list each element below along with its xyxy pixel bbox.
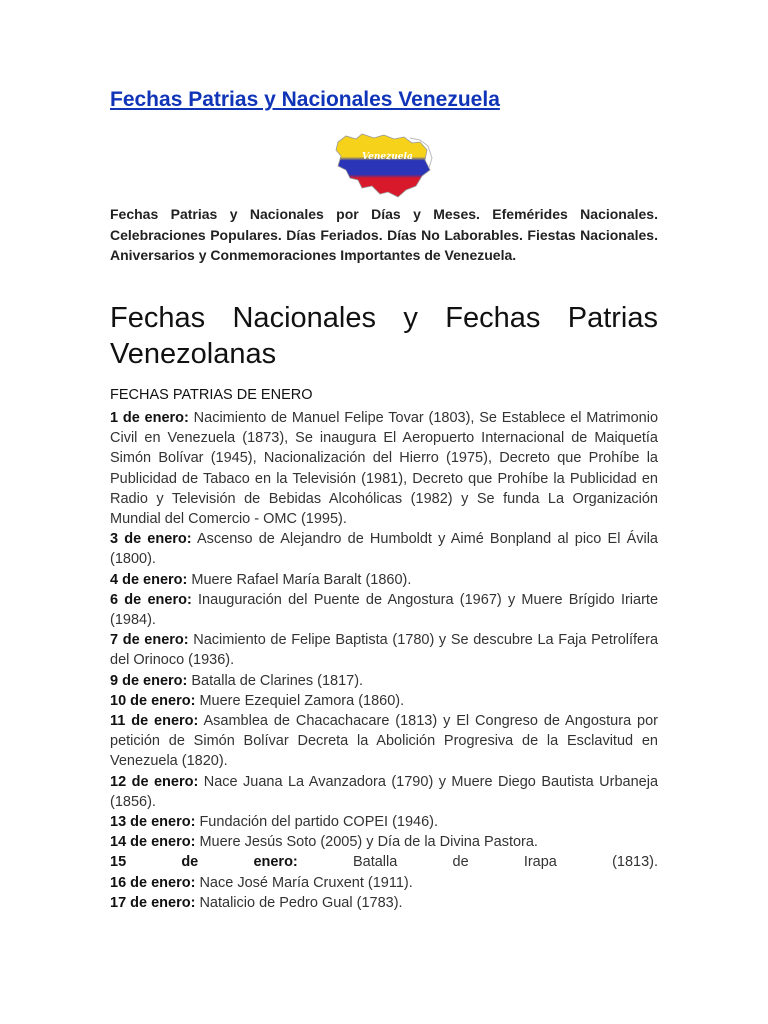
list-item [110, 812, 658, 832]
entry-date: 12 de enero: [110, 773, 199, 790]
entry-date: 7 de enero: [110, 632, 189, 649]
entry-date: 4 de enero: [110, 571, 188, 588]
list-item [110, 893, 658, 913]
entry-date: 9 de enero: [110, 672, 188, 689]
entry-text: Batalla de Irapa (1813). [352, 854, 659, 871]
entry-date: 16 de enero: [110, 874, 196, 891]
list-item [110, 671, 658, 691]
entry-text: Ascenso de Alejandro de Humboldt y Aimé Bonpland al pico El Ávila (1800). [110, 531, 658, 568]
entry-date: 17 de enero: [110, 894, 196, 911]
list-item [110, 772, 658, 812]
list-item [110, 832, 658, 852]
entry-text: Nacimiento de Felipe Baptista (1780) y Se descubre La Faja Petrolífera del Orinoco (1936). [110, 632, 659, 669]
section-heading: Fechas Nacionales y Fechas Patrias Venezolanas [110, 302, 658, 370]
entry-date: 3 de enero: [110, 531, 192, 548]
entry-date: 6 de enero: [110, 591, 192, 608]
entry-text: Nacimiento de Manuel Felipe Tovar (1803), Se Establece el Matrimonio Civil en Venezuela (1873), Se inaugura El Aeropuerto Internacional de Maiquetía Simón Bolívar (1945), Nacionalización del Hierro (1975), Decreto que Prohíbe la Publicidad de Tabaco en la Televisión (1981), Decreto que Prohíbe la Publicidad en Radio y Televisión de Bebidas Alcohólicas (1982) y Se funda La Organización Mundial del Comercio - OMC (1995). [110, 410, 659, 528]
document-title-link[interactable]: Fechas Patrias y Nacionales Venezuela [110, 88, 500, 111]
entry-text: Muere Jesús Soto (2005) y Día de la Divina Pastora. [199, 834, 538, 851]
entry-date: 11 de enero: [110, 713, 199, 730]
entry-text: Muere Rafael María Baralt (1860). [191, 571, 412, 588]
venezuela-map-logo [332, 130, 436, 200]
list-item [110, 873, 658, 893]
list-item [110, 711, 658, 772]
entry-date: 14 de enero: [110, 834, 196, 851]
logo-text: Venezuela [362, 152, 413, 162]
entry-date: 10 de enero: [110, 692, 196, 709]
entry-text: Asamblea de Chacachacare (1813) y El Congreso de Angostura por petición de Simón Bolívar Decreta la Abolición Progresiva de la Esclavitud en Venezuela (1820). [110, 713, 659, 770]
list-item [110, 590, 658, 630]
entry-date: 1 de enero: [110, 410, 189, 426]
list-item [110, 408, 658, 529]
list-item [110, 570, 658, 590]
list-item [110, 630, 658, 670]
entry-text: Nace José María Cruxent (1911). [199, 874, 413, 891]
entry-text: Inauguración del Puente de Angostura (1967) y Muere Brígido Iriarte (1984). [110, 591, 659, 629]
entry-text: Fundación del partido COPEI (1946). [199, 814, 439, 831]
list-item [110, 852, 658, 872]
entry-date: 13 de enero: [110, 814, 196, 831]
entries-list [110, 408, 658, 913]
venezuela-map-icon [332, 130, 436, 200]
list-item [110, 529, 658, 569]
list-item [110, 691, 658, 711]
entry-text: Natalicio de Pedro Gual (1783). [199, 894, 403, 911]
entry-date: 15 de enero: [110, 854, 298, 871]
intro-paragraph: Fechas Patrias y Nacionales por Días y Meses. Efemérides Nacionales. Celebraciones Populares. Días Feriados. Días No Laborables. Fiestas Nacionales. Aniversarios y Conmemoraciones Importantes de Venezuela. [110, 206, 658, 263]
month-heading: FECHAS PATRIAS DE ENERO [110, 387, 313, 403]
entry-text: Muere Ezequiel Zamora (1860). [199, 692, 405, 709]
entry-text: Nace Juana La Avanzadora (1790) y Muere Diego Bautista Urbaneja (1856). [110, 773, 659, 810]
entry-text: Batalla de Clarines (1817). [191, 672, 364, 689]
